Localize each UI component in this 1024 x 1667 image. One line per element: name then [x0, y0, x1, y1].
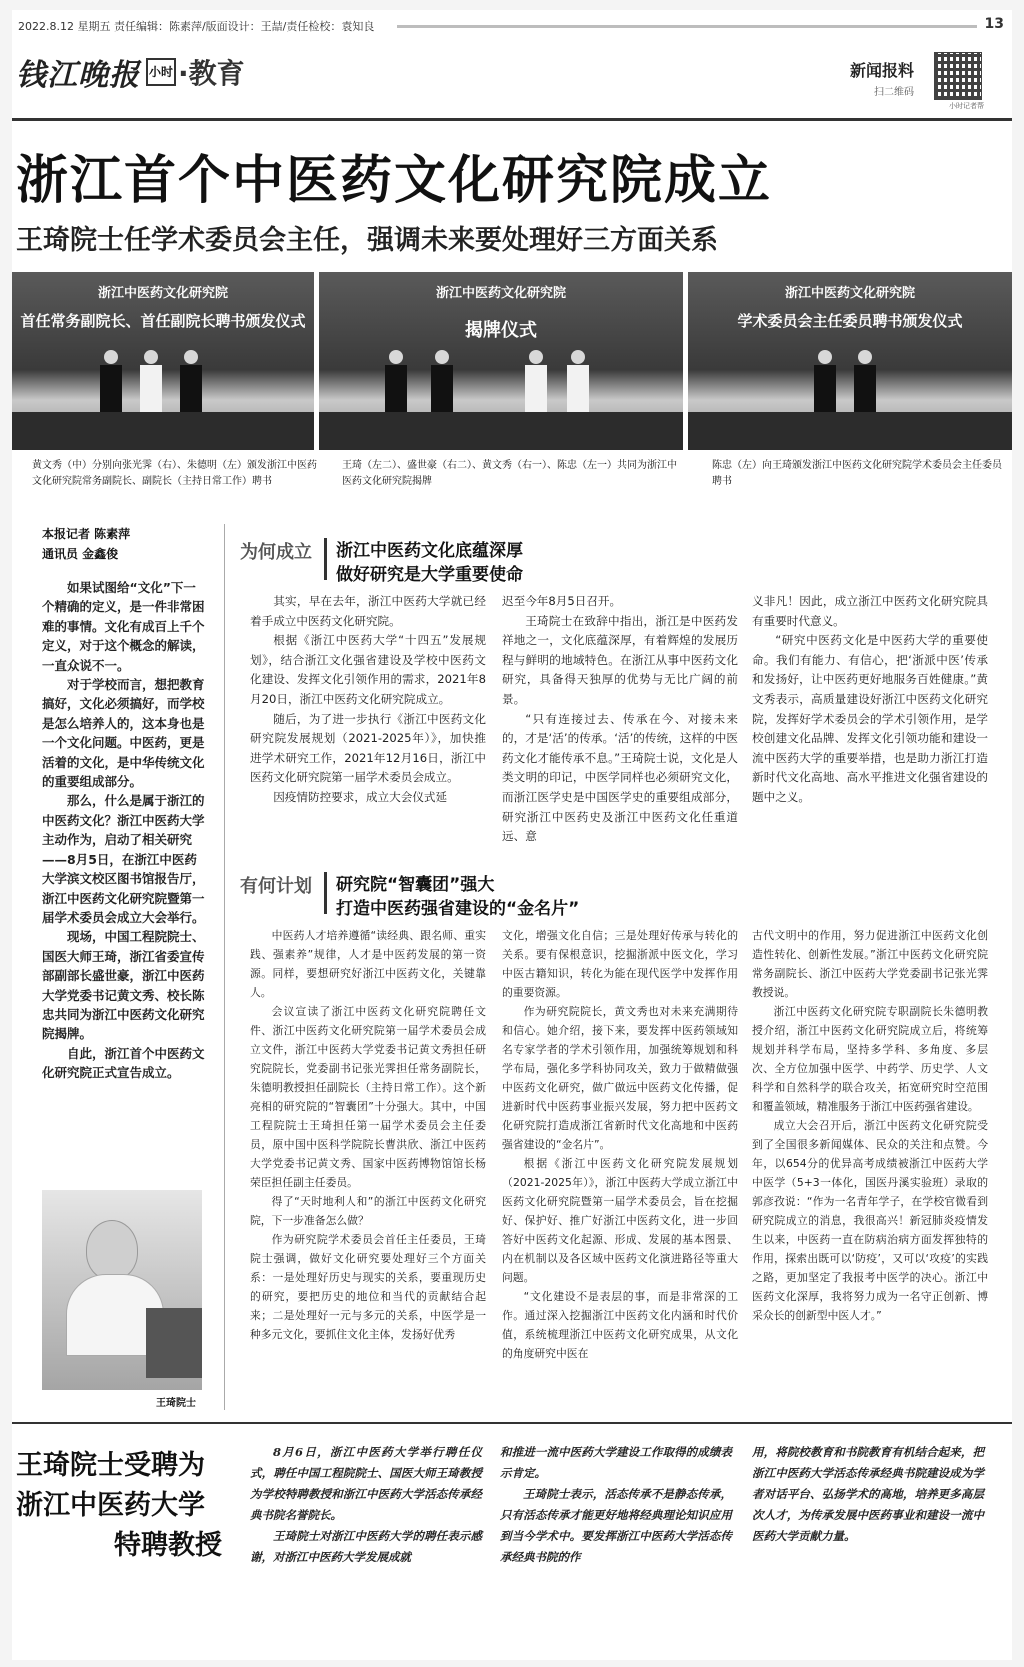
page-top-bar: [12, 16, 1012, 34]
top-rule: [397, 25, 977, 28]
intro-paragraph: 现场，中国工程院院士、国医大师王琦，浙江省委宣传部副部长盛世豪，浙江中医药大学党委书记黄文秀、校长陈忠共同为浙江中医药文化研究院揭牌。: [42, 929, 205, 1042]
paragraph: 王琦院士对浙江中医药大学的聘任表示感谢，对浙江中医药大学发展成就: [250, 1529, 482, 1564]
lectern: [146, 1308, 202, 1378]
person-figure: [525, 350, 547, 414]
section-2-title-line1: 研究院“智囊团”强大: [336, 875, 495, 895]
qr-code-icon[interactable]: [934, 52, 982, 100]
section-1-column-2: [502, 592, 738, 847]
portrait-photo: [42, 1190, 202, 1390]
audience-area: [319, 412, 683, 450]
paragraph: 会议宣读了浙江中医药文化研究院聘任文件、浙江中医药文化研究院第一届学术委员会成立文件，浙江中医药大学党委书记黄文秀担任研究院院长，党委副书记张光霁担任常务副院长，朱德明教授担任副院长（主持日常工作）。这个新亮相的研究院的“智囊团”十分强大。其中，中国工程院院士王琦担任第一届学术委员会主任委员，原中国中医科学院院长曹洪欣、浙江中医药大学党委书记黄文秀、国家中医药博物馆馆长杨荣臣担任副主任委员。: [250, 1005, 486, 1189]
logo-badge: 小时: [146, 58, 176, 86]
bottom-divider: [12, 1422, 1012, 1424]
audience-area: [688, 412, 1012, 450]
bottom-title-line: 王琦院士受聘为: [16, 1450, 205, 1481]
photo-2: [319, 272, 683, 450]
paragraph: 古代文明中的作用，努力促进浙江中医药文化创造性转化、创新性发展。”浙江中医药文化研究院常务副院长、浙江中医药大学党委副书记张光霁教授说。: [752, 929, 988, 999]
heading-bar: [324, 872, 327, 914]
intro-paragraph: 如果试图给“文化”下一个精确的定义，是一件非常困难的事情。文化有成百上千个定义，对于这个概念的解读，一直众说不一。: [42, 580, 205, 673]
section-name: ·教育: [178, 57, 245, 90]
section-1-title-line2: 做好研究是大学重要使命: [336, 565, 523, 585]
paragraph: 根据《浙江中医药文化研究院发展规划（2021-2025年）》，浙江中医药大学成立浙江中医药文化研究院暨第一届学术委员会，旨在挖掘好、保护好、推广好浙江中医药文化，进一步回答好中医药文化起源、形成、发展的基本图景、内在机制以及各区域中医药文化演进路径等重大问题。: [502, 1157, 738, 1284]
photo-1-banner: 首任常务副院长、首任副院长聘书颁发仪式: [20, 312, 306, 330]
newspaper-logo: 钱江晚报: [16, 58, 140, 93]
section-2-column-1: [250, 926, 486, 1344]
masthead-divider: [12, 118, 1012, 121]
paragraph: 和推进一流中医药大学建设工作取得的成绩表示肯定。: [500, 1445, 732, 1480]
paragraph: 因疫情防控要求，成立大会仪式延: [273, 789, 448, 804]
section-1-heading: [240, 532, 640, 584]
paragraph: 成立大会召开后，浙江中医药文化研究院受到了全国很多新闻媒体、民众的关注和点赞。今年，以654分的优异高考成绩被浙江中医药大学中医学（5+3一体化，国医丹溪实验班）录取的郭彦孜说：“作为一名青年学子，在学校官微看到研究院成立的消息，我很高兴！新冠肺炎疫情发生以来，中医药一直在防病治病方面发挥独特的作用，探索出既可以‘防疫’，又可以‘攻疫’的实践之路，更加坚定了我报考中医学的决心。浙江中医药文化深厚，我将努力成为一名守正创新、博采众长的创新型中医人才。”: [752, 1119, 988, 1322]
byline-correspondent: 通讯员 金鑫俊: [42, 547, 119, 561]
news-tip-box: [850, 58, 914, 98]
section-1-title-line1: 浙江中医药文化底蕴深厚: [336, 541, 523, 561]
bottom-column-1: [250, 1442, 482, 1568]
intro-paragraph: 对于学校而言，想把教育搞好，文化必须搞好，而学校是怎么培养人的，这本身也是一个文化问题。中医药，更是活着的文化，是中华传统文化的重要组成部分。: [42, 677, 205, 790]
section-1-column-1: [250, 592, 486, 808]
intro-column: [42, 578, 206, 1083]
photo-1-caption: 黄文秀（中）分别向张光霁（右）、朱德明（左）颁发浙江中医药文化研究院常务副院长、副院长（主持日常工作）聘书: [32, 460, 317, 487]
photo-3-banner: 学术委员会主任委员聘书颁发仪式: [737, 312, 963, 330]
person-figure: [814, 350, 836, 414]
photo-3-title: 浙江中医药文化研究院: [784, 286, 915, 301]
paragraph: 其实，早在去年，浙江中医药大学就已经着手成立中医药文化研究院。: [250, 594, 486, 628]
person-figure: [431, 350, 453, 414]
paragraph: 迟至今年8月5日召开。: [502, 594, 622, 608]
section-1-column-3: [752, 592, 988, 808]
paragraph: 根据《浙江中医药大学“十四五”发展规划》，结合浙江文化强省建设及学校中医药文化建设、发挥文化引领作用的需求，2021年8月20日，浙江中医药文化研究院成立。: [250, 633, 486, 706]
person-figure: [854, 350, 876, 414]
bottom-title-line: 特聘教授: [114, 1530, 222, 1561]
paragraph: 中医药人才培养遵循“读经典、跟名师、重实践、强素养”规律，人才是中医药发展的第一资源。同样，要想研究好浙江中医药文化，关键靠人。: [250, 929, 486, 999]
qr-label: 小时记者帮: [949, 102, 984, 110]
section-1-tag: 为何成立: [240, 542, 312, 563]
paragraph: “文化建设不是表层的事，而是非常深的工作。通过深入挖掘浙江中医药文化内涵和时代价值，系统梳理浙江中医药文化研究成果，从文化的角度研究中医在: [502, 1290, 738, 1360]
portrait-head: [86, 1220, 138, 1280]
section-2-heading: [240, 866, 680, 918]
paragraph: 8月6日，浙江中医药大学举行聘任仪式，聘任中国工程院院士、国医大师王琦教授为学校特聘教授和浙江中医药大学活态传承经典书院名誉院长。: [250, 1445, 482, 1522]
headline: 浙江首个中医药文化研究院成立: [16, 151, 773, 211]
audience-area: [12, 412, 314, 450]
person-figure: [180, 350, 202, 414]
subheadline: 王琦院士任学术委员会主任，强调未来要处理好三方面关系: [16, 225, 718, 256]
page-number: 13: [984, 16, 1004, 32]
byline-reporter: 本报记者 陈素萍: [42, 527, 131, 541]
photo-1: [12, 272, 314, 450]
bottom-story-title: [16, 1446, 222, 1566]
section-2-column-2: [502, 926, 738, 1363]
byline: [42, 524, 130, 564]
person-figure: [567, 350, 589, 414]
paragraph: 文化，增强文化自信；三是处理好传承与转化的关系。要有保根意识，挖掘浙派中医文化，学习中医古籍知识，转化为能在现代医学中发挥作用的重要资源。: [502, 929, 738, 999]
heading-bar: [324, 538, 327, 580]
person-figure: [140, 350, 162, 414]
paragraph: 用，将院校教育和书院教育有机结合起来，把浙江中医药大学活态传承经典书院建设成为学者对话平台、弘扬学术的高地，培养更多高层次人才，为传承发展中医药事业和建设一流中医药大学贡献力量。: [752, 1445, 984, 1543]
paragraph: 王琦院士在致辞中指出，浙江是中医药发祥地之一，文化底蕴深厚，有着辉煌的发展历程与鲜明的地域特色。在浙江从事中医药文化研究，具备得天独厚的优势与无比广阔的前景。: [502, 613, 738, 706]
person-figure: [100, 350, 122, 414]
issue-meta: 2022.8.12 星期五 责任编辑：陈素萍/版面设计：王喆/责任检校：袁知良: [18, 20, 375, 33]
photo-3-caption: 陈忠（左）向王琦颁发浙江中医药文化研究院学术委员会主任委员聘书: [712, 460, 1002, 487]
news-tip-label: 新闻报料: [849, 61, 914, 80]
paragraph: 义非凡！因此，成立浙江中医药文化研究院具有重要时代意义。: [752, 594, 988, 628]
bottom-column-2: [500, 1442, 732, 1568]
paragraph: “只有连接过去、传承在今、对接未来的，才是‘活’的传承。‘活’的传统，这样的中医药文化才能传承不息。”王琦院士说，文化是人类文明的印记，中医学同样也必须研究文化，而浙江医学史是中国医学史的重要组成部分，研究浙江中医药史及浙江中医药文化任重道远、意: [502, 711, 738, 844]
paragraph: 王琦院士表示，活态传承不是静态传承，只有活态传承才能更好地将经典理论知识应用到当今学术中。要发挥浙江中医药大学活态传承经典书院的作: [500, 1487, 732, 1564]
photo-1-title: 浙江中医药文化研究院: [97, 286, 228, 301]
intro-paragraph: 自此，浙江首个中医药文化研究院正式宣告成立。: [42, 1045, 205, 1081]
paragraph: 作为研究院院长，黄文秀也对未来充满期待和信心。她介绍，接下来，要发挥中医药领域知名专家学者的学术引领作用，加强统筹规划和科学布局，强化多学科协同攻关，致力于做精做强中医药文化研究，做广做远中医药文化传播，促进新时代中医药事业振兴发展，努力把中医药文化研究院打造成浙江省新时代文化高地和中医药强省建设的“金名片”。: [502, 1005, 738, 1151]
bottom-title-line: 浙江中医药大学: [16, 1490, 205, 1521]
news-tip-sub: 扫二维码: [874, 87, 914, 98]
photo-2-banner: 揭牌仪式: [465, 320, 537, 341]
photo-2-title: 浙江中医药文化研究院: [435, 286, 566, 301]
section-2-tag: 有何计划: [240, 876, 312, 897]
intro-paragraph: 那么，什么是属于浙江的中医药文化？浙江中医药大学主动作为，启动了相关研究——8月5日，在浙江中医药大学滨文校区图书馆报告厅，浙江中医药文化研究院暨第一届学术委员会成立大会举行。: [42, 793, 205, 925]
person-figure: [385, 350, 407, 414]
bottom-column-3: [752, 1442, 984, 1547]
paragraph: “研究中医药文化是中医药大学的重要使命。我们有能力、有信心，把‘浙派中医’传承和发扬好，让中医药更好地服务百姓健康。”黄文秀表示，高质量建设好浙江中医药文化研究院，发挥好学术委员会的学术引领作用，是学校创建文化品牌、发挥文化引领功能和建设一流中医药大学的重要举措，也是助力浙江打造新时代文化高地、高水平推进文化强省建设的题中之义。: [752, 633, 988, 804]
section-2-column-3: [752, 926, 988, 1325]
paragraph: 随后，为了进一步执行《浙江中医药文化研究院发展规划（2021-2025年）》，加快推进学术研究工作，2021年12月16日，浙江中医药文化研究院第一届学术委员会成立。: [250, 711, 486, 785]
paragraph: 得了“天时地利人和”的浙江中医药文化研究院，下一步准备怎么做？: [250, 1195, 486, 1227]
photo-3: [688, 272, 1012, 450]
section-2-title-line2: 打造中医药强省建设的“金名片”: [336, 899, 580, 919]
paragraph: 作为研究院学术委员会首任主任委员，王琦院士强调，做好文化研究要处理好三个方面关系：一是处理好历史与现实的关系，要重现历史的研究，要把历史的地位和当代的贡献结合起来；二是处理好一元与多元的关系，中医学是一种多元文化，要抓住文化主体，发扬好优秀: [250, 1233, 486, 1341]
masthead: [12, 44, 1012, 110]
portrait-caption: 王琦院士: [156, 1398, 196, 1409]
newspaper-page: [12, 10, 1012, 1660]
column-divider: [224, 524, 225, 1410]
photo-2-caption: 王琦（左二）、盛世豪（右二）、黄文秀（右一）、陈忠（左一）共同为浙江中医药文化研究院揭牌: [342, 460, 677, 487]
paragraph: 浙江中医药文化研究院专职副院长朱德明教授介绍，浙江中医药文化研究院成立后，将统筹规划并科学布局，坚持多学科、多角度、多层次、全方位加强中医学、中药学、历史学、人文科学和自然科学的联合攻关，拓宽研究时空范围和覆盖领域，精准服务于浙江中医药强省建设。: [752, 1005, 988, 1113]
